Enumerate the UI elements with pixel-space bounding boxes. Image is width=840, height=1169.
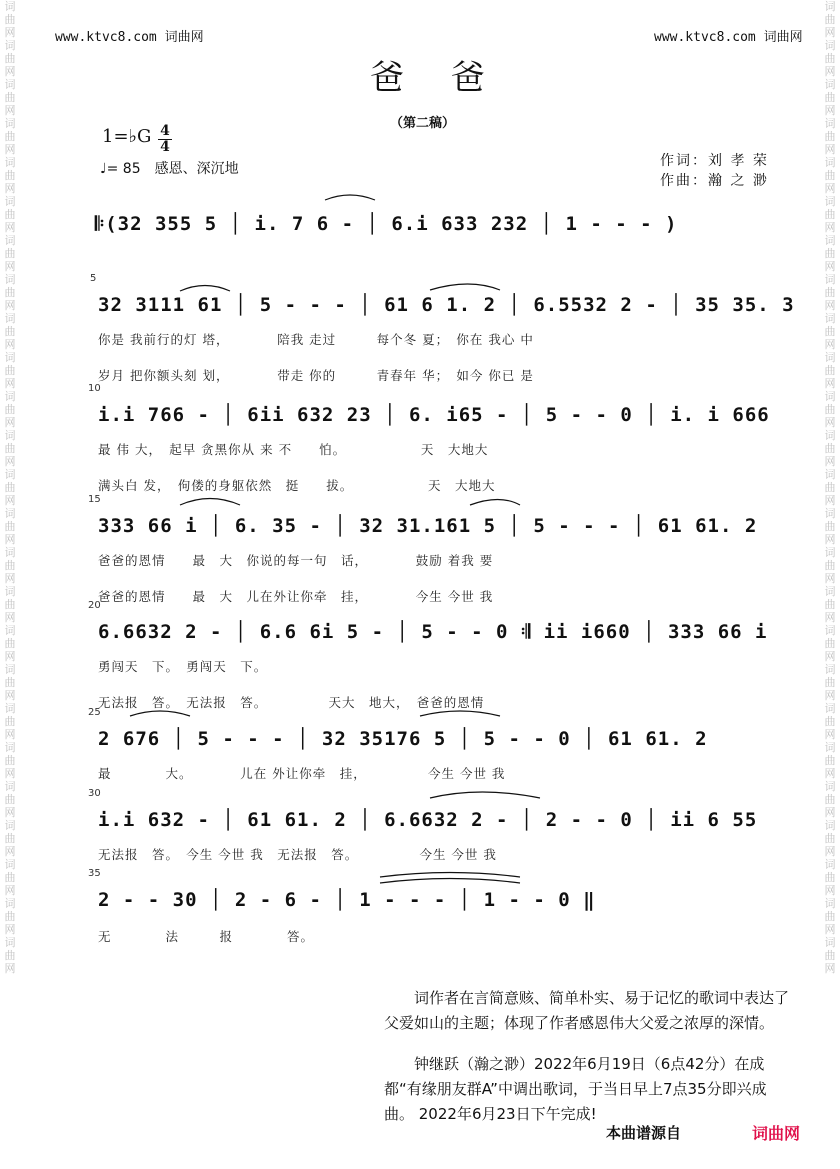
system-notes: 2 - - 30 │ 2 - 6 - │ 1 - - - │ 1 - - 0 ‖ (98, 889, 596, 911)
lyrics-verse-2: 无法报 答。 无法报 答。 天大 地大， 爸爸的恩情 (98, 695, 485, 710)
song-subtitle: （第二稿） (390, 116, 456, 131)
composer-credit: 作曲：瀚 之 渺 (660, 173, 769, 189)
time-numerator: 4 (160, 123, 170, 139)
time-denominator: 4 (160, 139, 170, 155)
lyrics-verse-2: 岁月 把你额头刻 划， 带走 你的 青春年 华； 如今 你已 是 (98, 368, 534, 383)
system-notes: i.i 766 - │ 6ii 632 23 │ 6. i65 - │ 5 - - 0 │ i. i 666 (98, 404, 770, 426)
measure-number: 15 (88, 494, 101, 505)
measure-number: 30 (88, 788, 101, 799)
header-site-right[interactable]: www.ktvc8.com 词曲网 (654, 30, 803, 45)
measure-number: 10 (88, 383, 101, 394)
lyrics-verse-1: 最 伟 大， 起早 贪黑你从 来 不 怕。 天 大地大 (98, 442, 489, 457)
lyrics-verse-1: 无法报 答。 今生 今世 我 无法报 答。 今生 今世 我 (98, 847, 497, 862)
measure-number: 5 (90, 273, 97, 284)
lyrics-verse-1: 无 法 报 答。 (98, 929, 315, 944)
composer-note-paragraph-1: 词作者在言简意赅、简单朴实、易于记忆的歌词中表达了父爱如山的主题；体现了作者感恩伟大父爱之浓厚的深情。 (384, 989, 790, 1032)
header-site-left[interactable]: www.ktvc8.com 词曲网 (55, 30, 204, 45)
measure-number: 25 (88, 707, 101, 718)
measure-number: 20 (88, 600, 101, 611)
site-logo[interactable]: 词曲网 (752, 1124, 801, 1143)
lyrics-verse-1: 爸爸的恩情 最 大 你说的每一句 话， 鼓励 着我 要 (98, 553, 494, 568)
composer-note-paragraph-2: 钟继跃（瀚之渺）2022年6月19日（6点42分）在成都“有缘朋友群A”中调出歌词，于当日早上7点35分即兴成曲。 2022年6月23日下午完成! (384, 1055, 767, 1123)
lyrics-verse-2: 满头白 发， 佝偻的身躯依然 挺 拔。 天 大地大 (98, 478, 496, 493)
system-notes: 2 676 │ 5 - - - │ 32 35176 5 │ 5 - - 0 │ 61 61. 2 (98, 728, 708, 750)
lyrics-verse-2: 爸爸的恩情 最 大 儿在外让你牵 挂， 今生 今世 我 (98, 589, 494, 604)
lyrics-verse-1: 勇闯天 下。 勇闯天 下。 (98, 659, 268, 674)
system-notes: 333 66 i │ 6. 35 - │ 32 31.161 5 │ 5 - - - │ 61 61. 2 (98, 515, 758, 537)
system-notes: 6.6632 2 - │ 6.6 6i 5 - │ 5 - - 0 𝄇 ii i660 │ 333 66 i (98, 621, 768, 643)
lyrics-verse-1: 你是 我前行的灯 塔， 陪我 走过 每个冬 夏； 你在 我心 中 (98, 332, 534, 347)
system-notes: 32 3111 61 │ 5 - - - │ 61 6 1. 2 │ 6.5532 2 - │ 35 35. 3 (98, 294, 795, 316)
key-signature: 1=♭G (102, 126, 152, 147)
system-notes: i.i 632 - │ 61 61. 2 │ 6.6632 2 - │ 2 - - 0 │ ii 6 55 (98, 809, 758, 831)
source-label: 本曲谱源自 (606, 1124, 682, 1142)
lyricist-credit: 作词：刘 孝 荣 (660, 153, 769, 169)
right-watermark: 词曲网词曲网词曲网词曲网词曲网词曲网词曲网词曲网词曲网词曲网词曲网词曲网词曲网词曲网词曲网词曲网词曲网词曲网词曲网词曲网词曲网词曲网词曲网词曲网词曲网 (824, 0, 836, 975)
system-intro-notes: 𝄆(32 355 5 │ i. 7 6 - │ 6.i 633 232 │ 1 - - - ) (95, 213, 678, 235)
tempo-marking: ♩= 85 感恩、深沉地 (100, 161, 239, 177)
song-title: 爸 爸 (370, 58, 503, 98)
left-watermark: 词曲网词曲网词曲网词曲网词曲网词曲网词曲网词曲网词曲网词曲网词曲网词曲网词曲网词曲网词曲网词曲网词曲网词曲网词曲网词曲网词曲网词曲网词曲网词曲网词曲网 (4, 0, 16, 975)
measure-number: 35 (88, 868, 101, 879)
lyrics-verse-1: 最 大。 儿在 外让你牵 挂， 今生 今世 我 (98, 766, 506, 781)
